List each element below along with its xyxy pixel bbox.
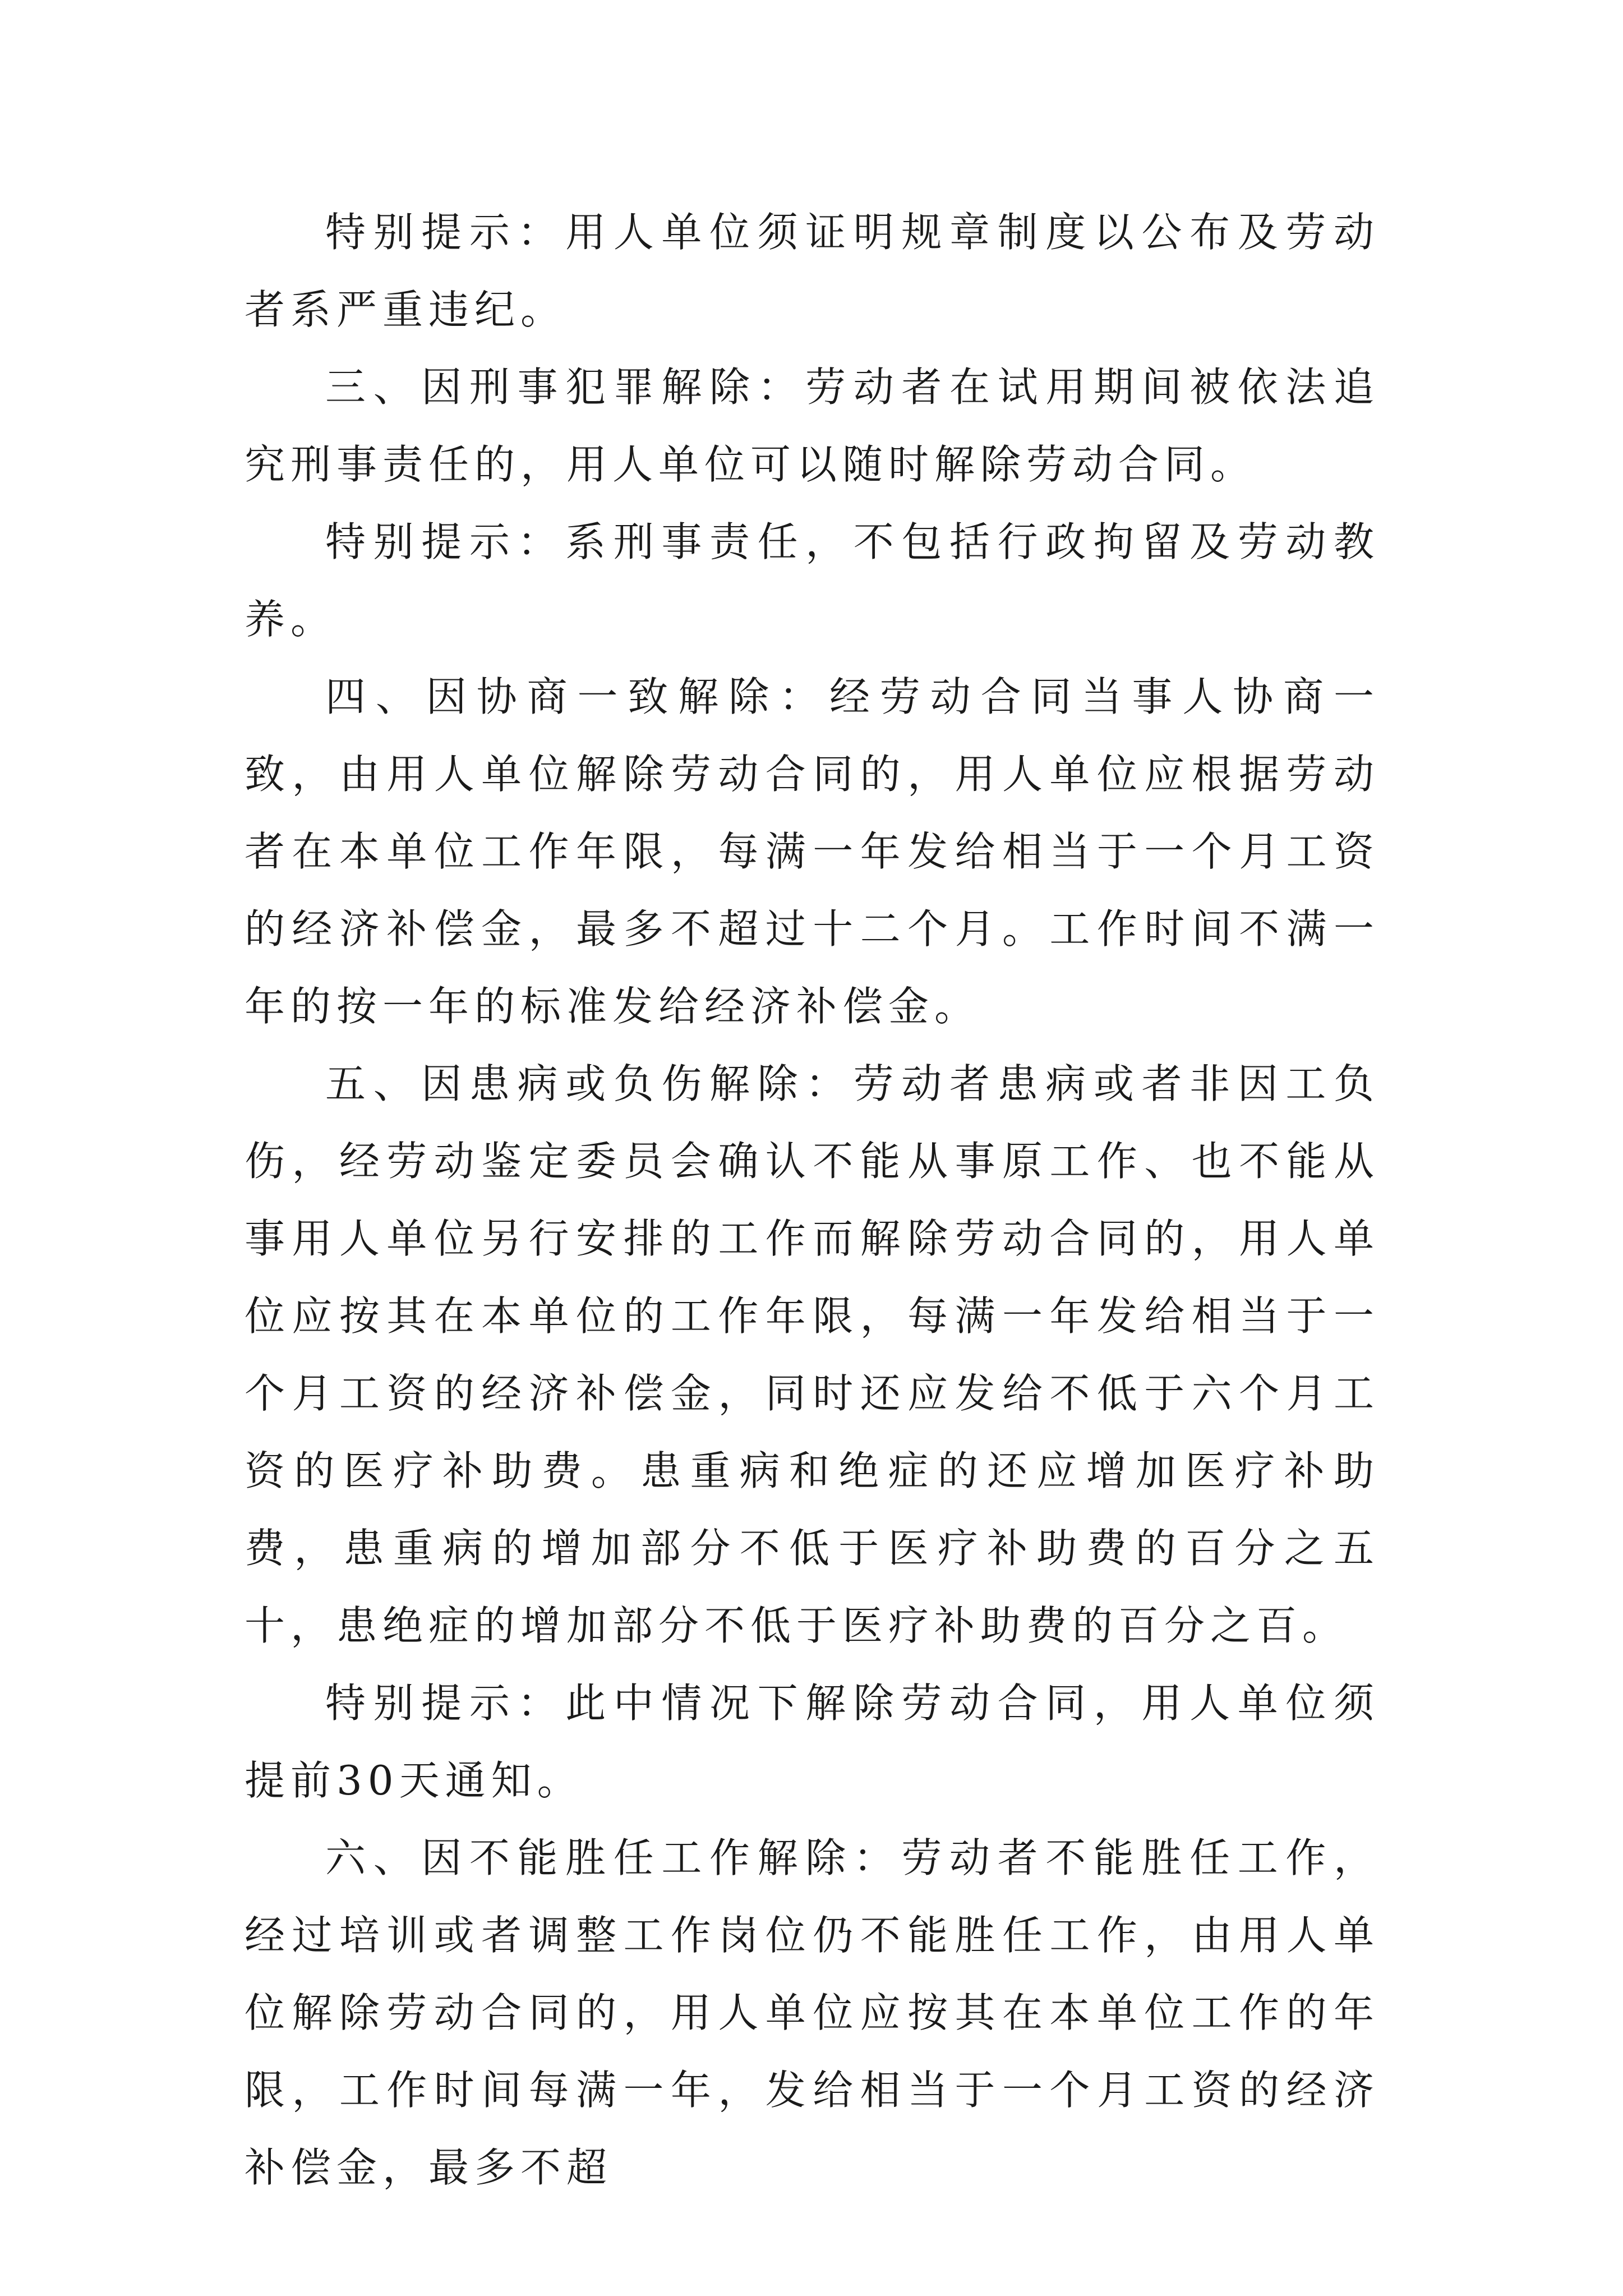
paragraph-mutual-agreement: 四、因协商一致解除：经劳动合同当事人协商一致，由用人单位解除劳动合同的，用人单位应根据劳动者在本单位工作年限，每满一年发给相当于一个月工资的经济补偿金，最多不超过十二个月。工作时间不满一年的按一年的标准发给经济补偿金。 [245,673,1380,1030]
paragraph-criminal-dismissal: 三、因刑事犯罪解除：劳动者在试用期间被依法追究刑事责任的，用人单位可以随时解除劳动合同。 [245,364,1380,488]
paragraph-illness-injury: 五、因患病或负伤解除：劳动者患病或者非因工负伤，经劳动鉴定委员会确认不能从事原工作、也不能从事用人单位另行安排的工作而解除劳动合同的，用人单位应按其在本单位的工作年限，每满一年发给相当于一个月工资的经济补偿金，同时还应发给不低于六个月工资的医疗补助费。患重病和绝症的还应增加医疗补助费，患重病的增加部分不低于医疗补助费的百分之五十，患绝症的增加部分不低于医疗补助费的百分之百。 [245,1060,1380,1649]
paragraph-notice-30-days: 特别提示：此中情况下解除劳动合同，用人单位须提前30天通知。 [245,1680,1380,1804]
paragraph-notice-criminal: 特别提示：系刑事责任，不包括行政拘留及劳动教养。 [245,518,1380,643]
paragraph-notice-rules: 特别提示：用人单位须证明规章制度以公布及劳动者系严重违纪。 [245,209,1380,333]
document-body [245,194,1380,2206]
paragraph-incompetence: 六、因不能胜任工作解除：劳动者不能胜任工作，经过培训或者调整工作岗位仍不能胜任工作，由用人单位解除劳动合同的，用人单位应按其在本单位工作的年限，工作时间每满一年，发给相当于一个月工资的经济补偿金，最多不超 [245,1834,1380,2191]
